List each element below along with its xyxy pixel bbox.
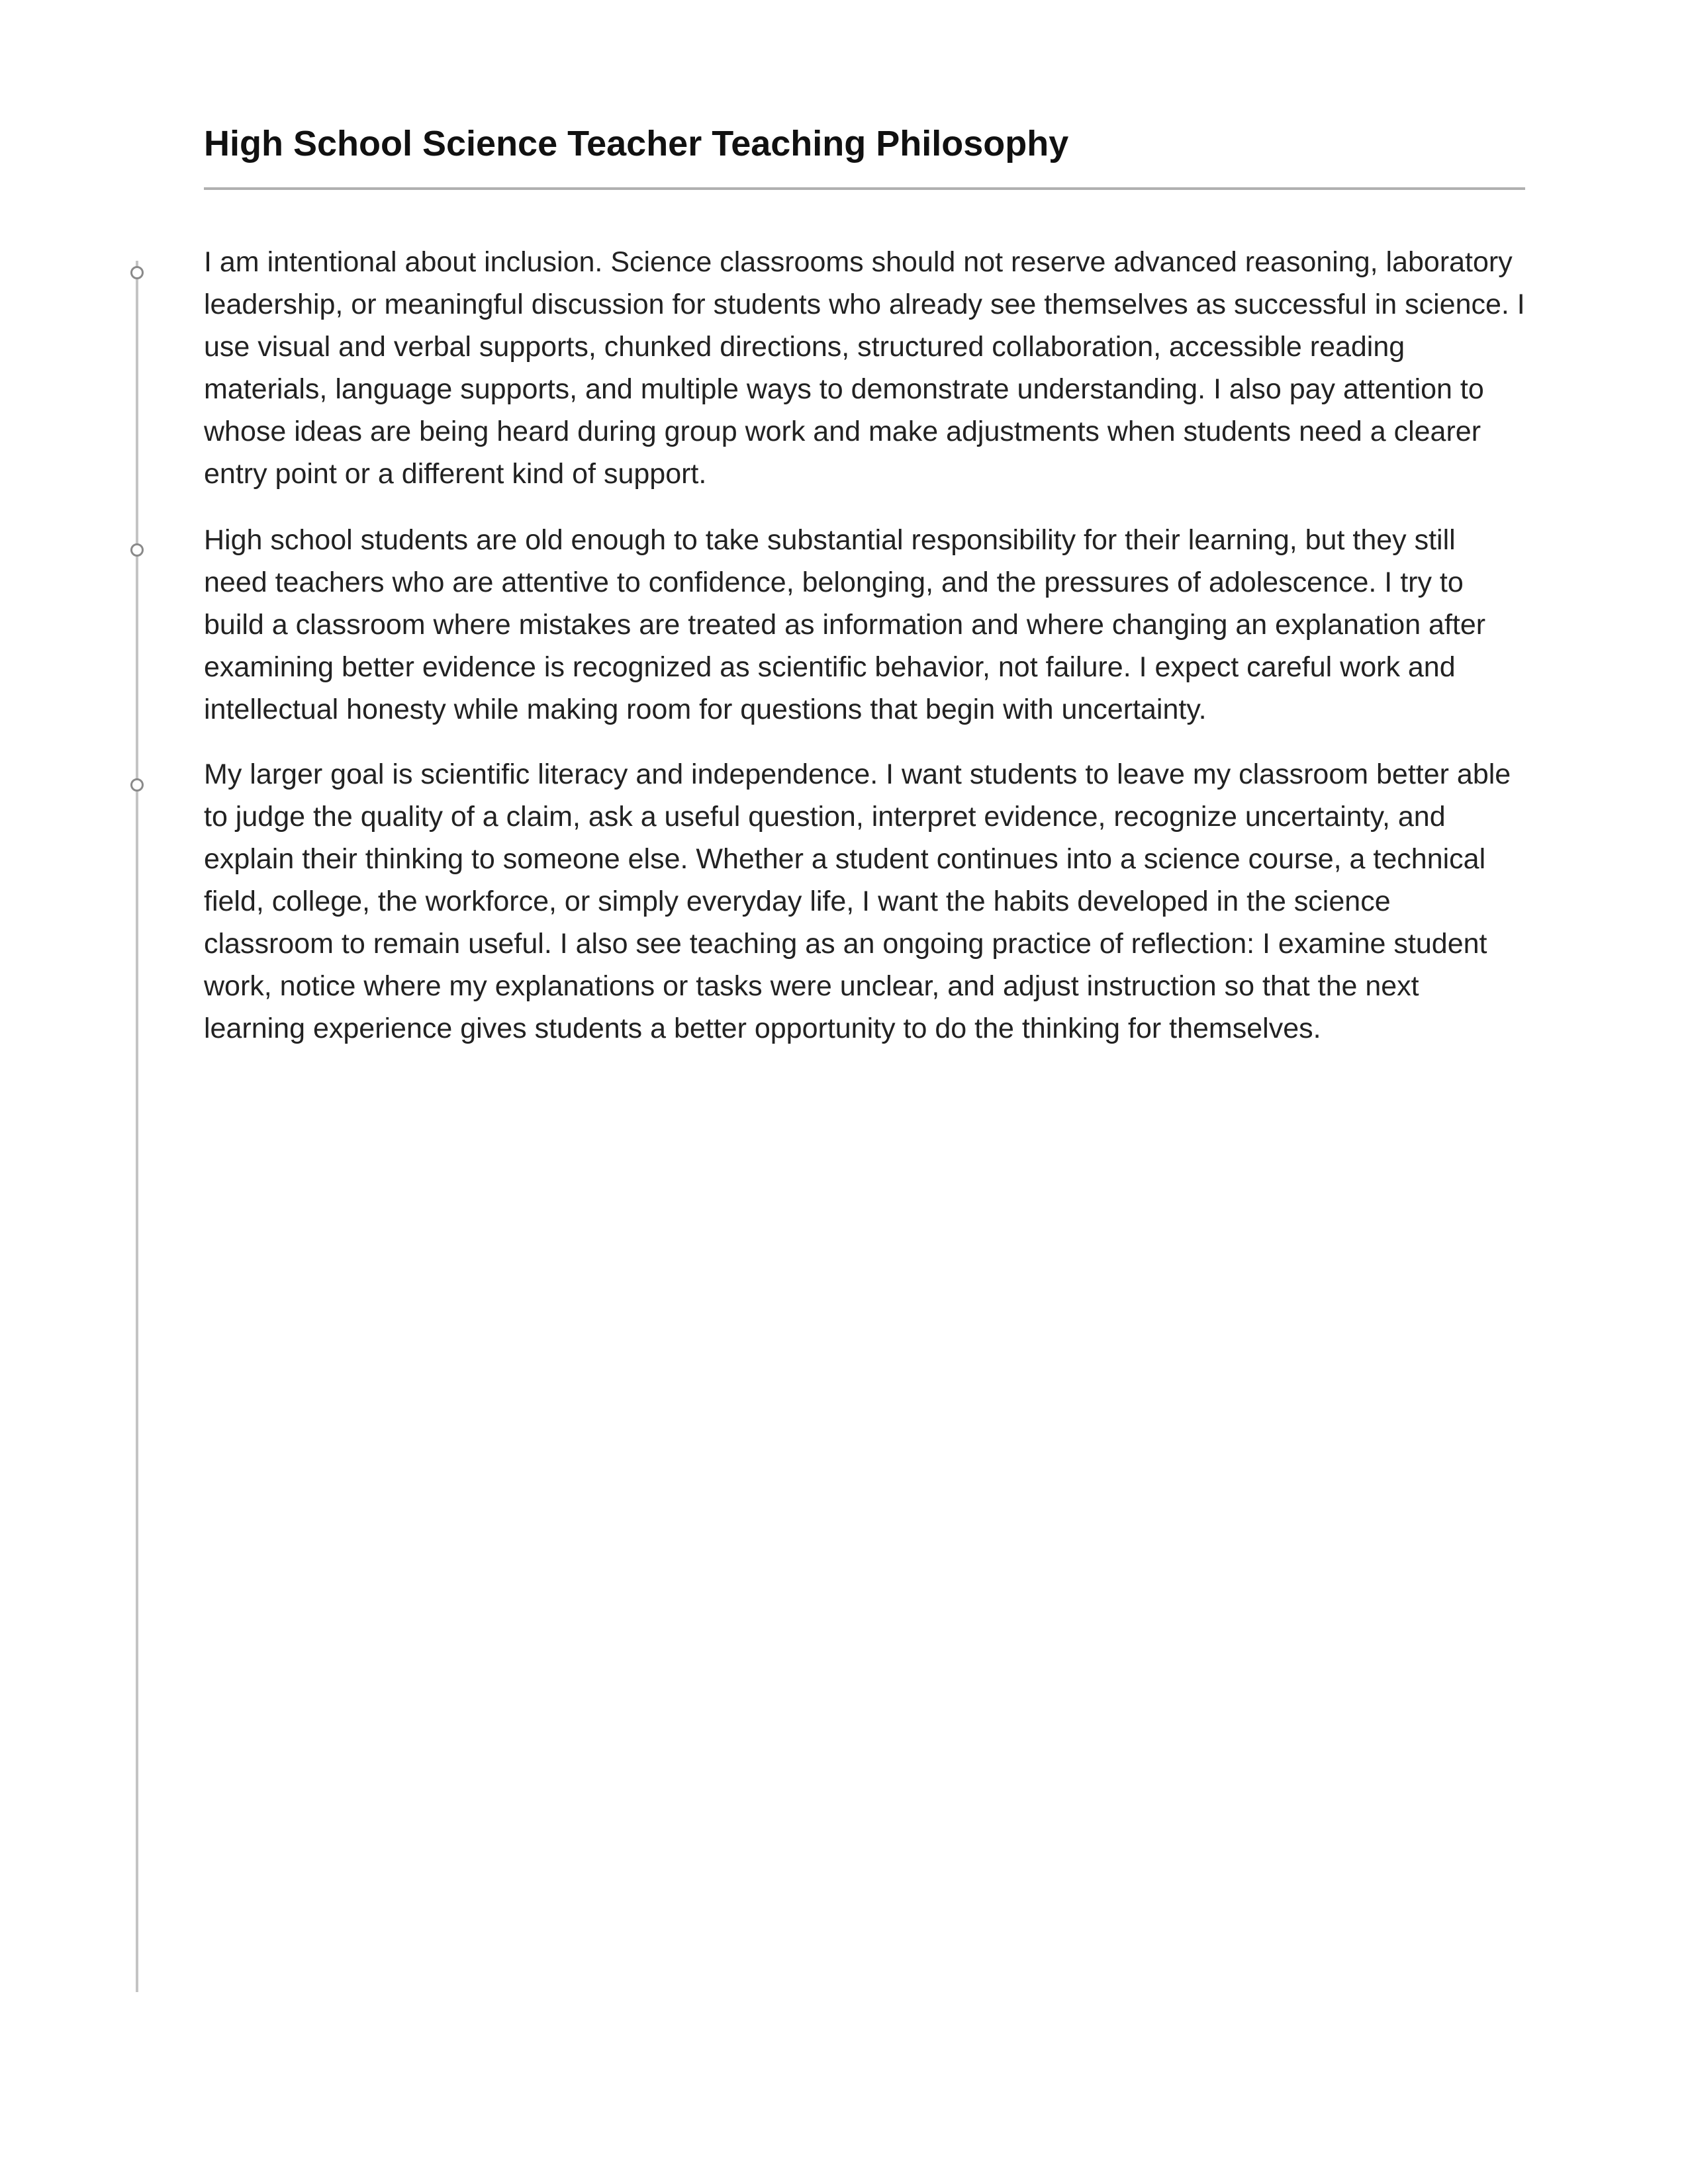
paragraph-scientific-literacy: My larger goal is scientific literacy and independence. I want students to leave my classroom better able to judge the quality of a claim, ask a useful question, interpret evidence, recognize uncertainty, and explain their thinking to someone else. Whether a student continues into a science course, a technical field, college, the workforce, or simply everyday life, I want the habits developed in the science classroom to remain useful. I also see teaching as an ongoing practice of reflection: I examine student work, notice where my explanations or tasks were unclear, and adjust instruction so that the next learning experience gives students a better opportunity to do the thinking for themselves. [204,758,1511,1044]
paragraph-responsibility: High school students are old enough to take substantial responsibility for their learning, but they still need teachers who are attentive to confidence, belonging, and the pressures of adolescence. I try to build a classroom where mistakes are treated as information and where changing an explanation after examining better evidence is recognized as scientific behavior, not failure. I expect careful work and intellectual honesty while making room for questions that begin with uncertainty. [204,524,1486,725]
paragraph-inclusion: I am intentional about inclusion. Science classrooms should not reserve advanced reasoning, laboratory leadership, or meaningful discussion for students who already see themselves as successful in science. I use visual and verbal supports, chunked directions, structured collaboration, accessible reading materials, language supports, and multiple ways to demonstrate understanding. I also pay attention to whose ideas are being heard during group work and make adjustments when students need a clearer entry point or a different kind of support. [204,246,1525,490]
timeline-marker [130,778,144,792]
timeline-marker [130,266,144,279]
title-divider [204,187,1525,190]
page-title: High School Science Teacher Teaching Philosophy [204,124,1069,163]
timeline-line [136,261,138,1992]
timeline-marker [130,543,144,557]
